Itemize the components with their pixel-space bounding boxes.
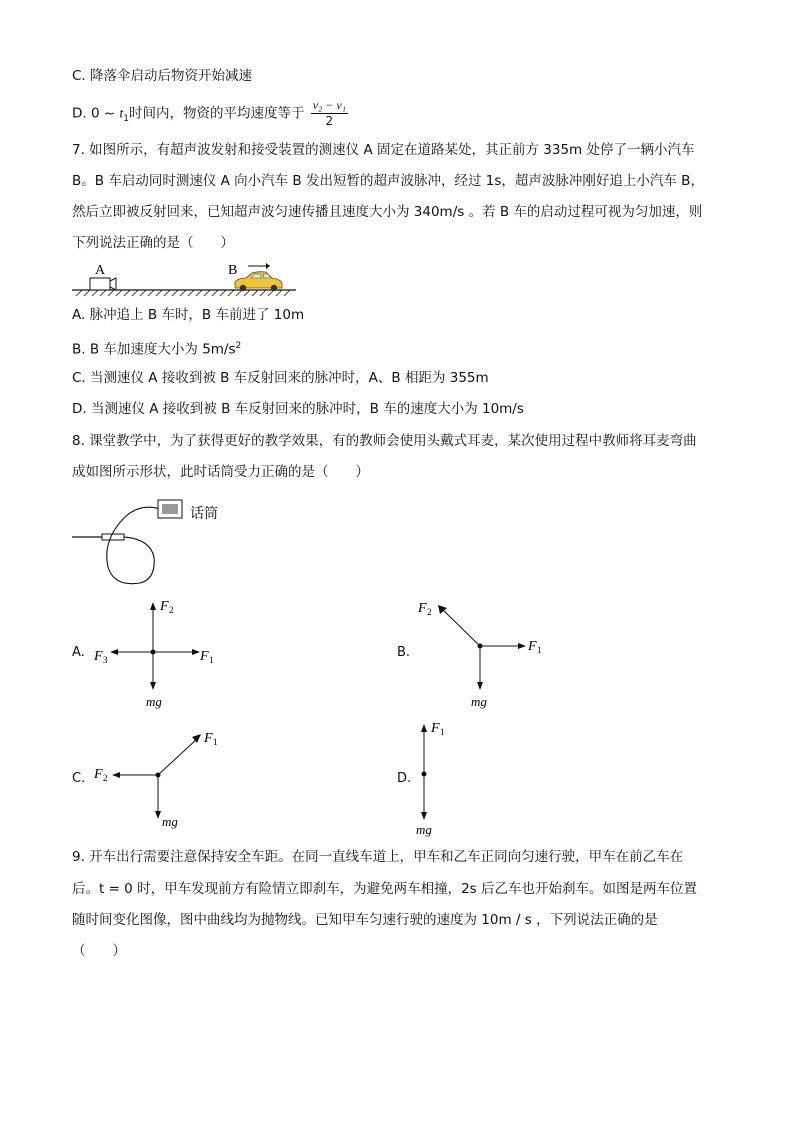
q7-stem-line-2: B。B 车启动同时测速仪 A 向小汽车 B 发出短暂的超声波脉冲，经过 1s，超声波脉冲刚好追上小汽车 B， xyxy=(72,173,704,189)
mic-label: 话筒 xyxy=(190,506,218,522)
d-f1-sub: 1 xyxy=(440,727,445,737)
c-mg-label: mg xyxy=(162,814,178,829)
q6-option-d-numerator: v₂ − v₁ xyxy=(312,98,346,112)
a-f2-sub: 2 xyxy=(169,605,174,615)
q7-label-a: A xyxy=(95,263,106,278)
a-f3-label: F xyxy=(94,649,103,664)
q8-option-b-diagram xyxy=(414,594,564,714)
q6-option-d-tsub: 1 xyxy=(123,114,129,125)
q7-option-d: D. 当测速仪 A 接收到被 B 车反射回来的脉冲时，B 车的速度大小为 10m/s xyxy=(72,401,524,417)
q7-option-c: C. 当测速仪 A 接收到被 B 车反射回来的脉冲时，A、B 相距为 355m xyxy=(72,370,489,386)
q6-option-c: C. 降落伞启动后物资开始减速 xyxy=(72,68,253,84)
q8-option-d-label: D. xyxy=(397,771,412,786)
q9-stem-line-4: （ ） xyxy=(72,943,126,959)
q8-stem-line-1: 8. 课堂教学中，为了获得更好的教学效果，有的教师会使用头戴式耳麦，某次使用过程中教师将耳麦弯曲 xyxy=(72,433,697,449)
q6-option-d-denominator: 2 xyxy=(325,114,334,128)
a-f1-sub: 1 xyxy=(209,655,214,665)
c-f1-label: F xyxy=(204,731,213,746)
q7-stem-line-3: 然后立即被反射回来，已知超声波匀速传播且速度大小为 340m/s 。若 B 车的启动过程可视为匀加速，则 xyxy=(72,204,703,220)
q8-option-a-diagram xyxy=(88,594,228,714)
q7-option-a: A. 脉冲追上 B 车时，B 车前进了 10m xyxy=(72,307,305,323)
q7-option-b-sup: 2 xyxy=(235,341,242,351)
a-f2-label: F xyxy=(160,599,169,614)
b-f2-sub: 2 xyxy=(427,607,432,617)
b-f1-sub: 1 xyxy=(537,645,542,655)
q6-option-d-t: t xyxy=(119,105,124,121)
q8-stem-line-2: 成如图所示形状，此时话筒受力正确的是（ ） xyxy=(72,464,369,480)
q6-option-d-text: 时间内，物资的平均速度等于 xyxy=(128,105,305,122)
c-f1-sub: 1 xyxy=(213,737,218,747)
a-f1-label: F xyxy=(200,649,209,664)
q8-option-b-label: B. xyxy=(397,645,411,660)
q7-figure xyxy=(70,258,300,298)
d-f1-label: F xyxy=(431,721,440,736)
q7-option-b-text: B. B 车加速度大小为 5m/s xyxy=(72,341,236,358)
q8-option-c-diagram xyxy=(88,720,238,840)
q7-stem-line-4: 下列说法正确的是（ ） xyxy=(72,235,234,251)
q8-option-a-label: A. xyxy=(72,645,85,660)
q9-stem-line-1: 9. 开车出行需要注意保持安全车距。在同一直线车道上，甲车和乙车正同向匀速行驶，甲车在前乙车在 xyxy=(72,849,684,865)
c-f2-sub: 2 xyxy=(103,773,108,783)
q6-option-d-fraction xyxy=(311,98,348,129)
q6-option-d-prefix: D. 0 ~ xyxy=(72,105,120,122)
car-b-icon xyxy=(235,272,282,292)
q8-headset-figure xyxy=(70,495,260,590)
q9-stem-line-2: 后。t = 0 时，甲车发现前方有险情立即刹车，为避免两车相撞，2s 后乙车也开始刹车。如图是两车位置 xyxy=(72,881,697,897)
b-f2-label: F xyxy=(418,601,427,616)
a-f3-sub: 3 xyxy=(103,655,108,665)
q8-option-c-label: C. xyxy=(72,771,86,786)
d-mg-label: mg xyxy=(416,822,432,837)
q6-option-d xyxy=(72,98,348,129)
speed-meter-a xyxy=(90,278,110,290)
q7-label-b: B xyxy=(228,263,238,278)
a-mg-label: mg xyxy=(146,694,162,709)
b-f1-label: F xyxy=(528,639,537,654)
c-f2-label: F xyxy=(94,767,103,782)
q7-stem-line-1: 7. 如图所示，有超声波发射和接受装置的测速仪 A 固定在道路某处，其正前方 335m 处停了一辆小汽车 xyxy=(72,142,695,158)
q7-option-b xyxy=(72,336,241,360)
b-mg-label: mg xyxy=(471,694,487,709)
q9-stem-line-3: 随时间变化图像，图中曲线均为抛物线。已知甲车匀速行驶的速度为 10m / s ，下列说法正确的是 xyxy=(72,912,658,928)
q8-option-d-diagram xyxy=(414,716,494,840)
